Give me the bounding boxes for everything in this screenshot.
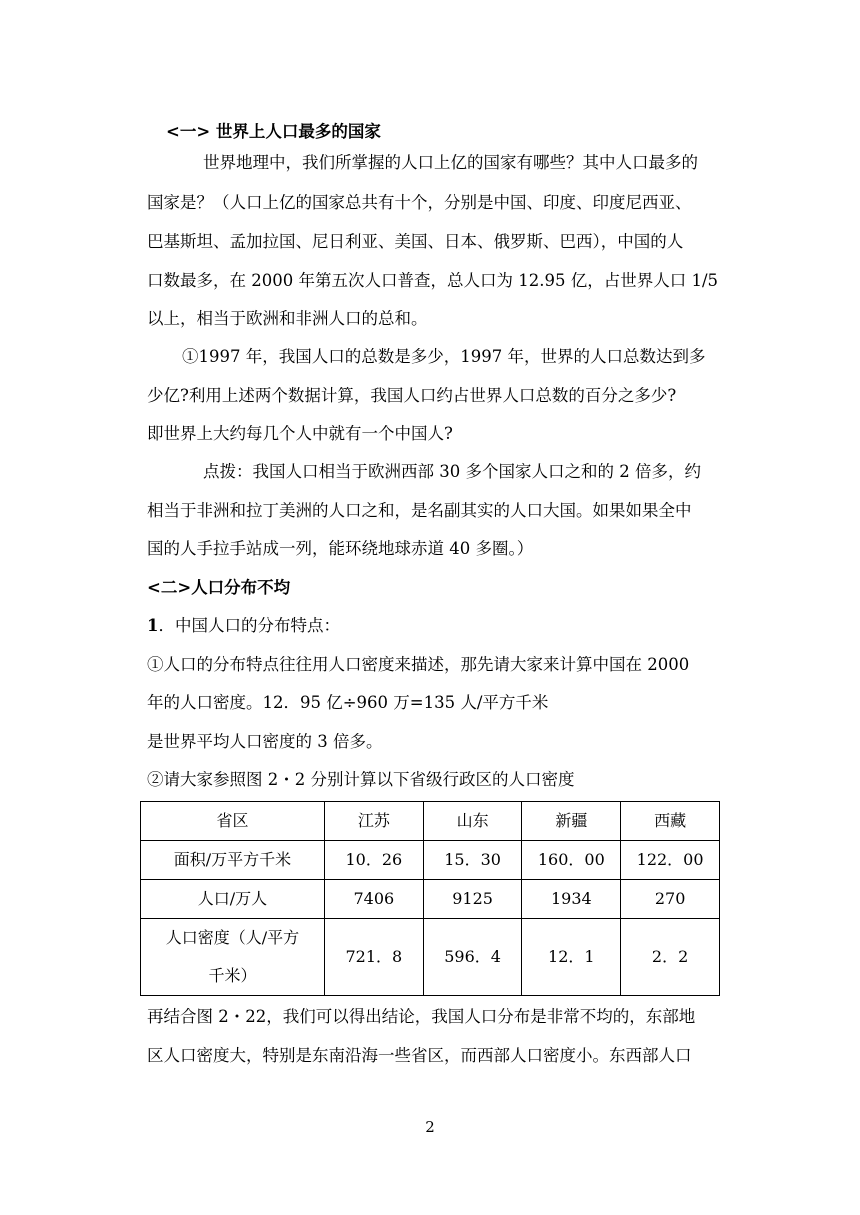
table-cell: 2．2 <box>621 919 720 996</box>
paragraph-line: 国家是？（人口上亿的国家总共有十个，分别是中国、印度、印度尼西亚、 <box>147 193 692 212</box>
table-cell: 15．30 <box>423 841 522 880</box>
table-header-cell: 江苏 <box>324 802 423 841</box>
density-line: 年的人口密度。12．95 亿÷960 万=135 人/平方千米 <box>147 693 549 712</box>
question-line: ①1997 年，我国人口的总数是多少，1997 年，世界的人口总数达到多 <box>182 347 706 366</box>
page-number: 2 <box>425 1118 435 1136</box>
hint-line: 国的人手拉手站成一列，能环绕地球赤道 40 多圈。） <box>147 539 534 558</box>
conclusion-line: 再结合图 2・22，我们可以得出结论，我国人口分布是非常不均的，东部地 <box>147 1007 696 1026</box>
paragraph-line: 口数最多，在 2000 年第五次人口普查，总人口为 12.95 亿，占世界人口 1/5 <box>147 271 719 290</box>
table-cell: 9125 <box>423 880 522 919</box>
table-row-label: 人口密度（人/平方千米） <box>165 928 300 985</box>
table-cell: 122．00 <box>621 841 720 880</box>
table-row-label-cell <box>141 919 325 996</box>
conclusion-line: 区人口密度大，特别是东南沿海一些省区，而西部人口密度小。东西部人口 <box>147 1046 692 1065</box>
question-line: 少亿?利用上述两个数据计算，我国人口约占世界人口总数的百分之多少? <box>147 386 677 405</box>
subtitle-number: 1 <box>147 616 159 635</box>
table-cell: 721．8 <box>324 919 423 996</box>
subtitle-text: ．中国人口的分布特点： <box>158 616 340 635</box>
table-row <box>141 880 720 919</box>
table-row-label: 面积/万平方千米 <box>141 841 325 880</box>
table-cell: 12．1 <box>522 919 621 996</box>
paragraph-line: 巴基斯坦、孟加拉国、尼日利亚、美国、日本、俄罗斯、巴西），中国的人 <box>147 232 684 251</box>
paragraph-line: 世界地理中，我们所掌握的人口上亿的国家有哪些？其中人口最多的 <box>203 153 698 172</box>
table-header-cell: 山东 <box>423 802 522 841</box>
table-cell: 596．4 <box>423 919 522 996</box>
table-row <box>141 919 720 996</box>
table-cell: 160．00 <box>522 841 621 880</box>
section-2-title: <二>人口分布不均 <box>147 578 291 597</box>
table-cell: 1934 <box>522 880 621 919</box>
density-line: ②请大家参照图 2・2 分别计算以下省级行政区的人口密度 <box>147 770 575 789</box>
table-cell: 7406 <box>324 880 423 919</box>
table-row <box>141 841 720 880</box>
table-header-cell: 西藏 <box>621 802 720 841</box>
table-cell: 270 <box>621 880 720 919</box>
question-line: 即世界上大约每几个人中就有一个中国人? <box>147 424 453 443</box>
population-density-table <box>140 801 720 996</box>
table-row-label: 人口/万人 <box>141 880 325 919</box>
paragraph-line: 以上，相当于欧洲和非洲人口的总和。 <box>147 309 428 328</box>
hint-line: 相当于非洲和拉丁美洲的人口之和，是名副其实的人口大国。如果如果全中 <box>147 501 692 520</box>
table-cell: 10．26 <box>324 841 423 880</box>
table-header-cell: 省区 <box>141 802 325 841</box>
density-line: ①人口的分布特点往往用人口密度来描述，那先请大家来计算中国在 2000 <box>147 655 690 674</box>
subtitle-line <box>147 616 340 636</box>
hint-line: 点拨：我国人口相当于欧洲西部 30 多个国家人口之和的 2 倍多，约 <box>203 462 701 481</box>
density-line: 是世界平均人口密度的 3 倍多。 <box>147 732 383 751</box>
table-header-cell: 新疆 <box>522 802 621 841</box>
section-1-title: <一> 世界上人口最多的国家 <box>166 122 381 141</box>
table-header-row <box>141 802 720 841</box>
